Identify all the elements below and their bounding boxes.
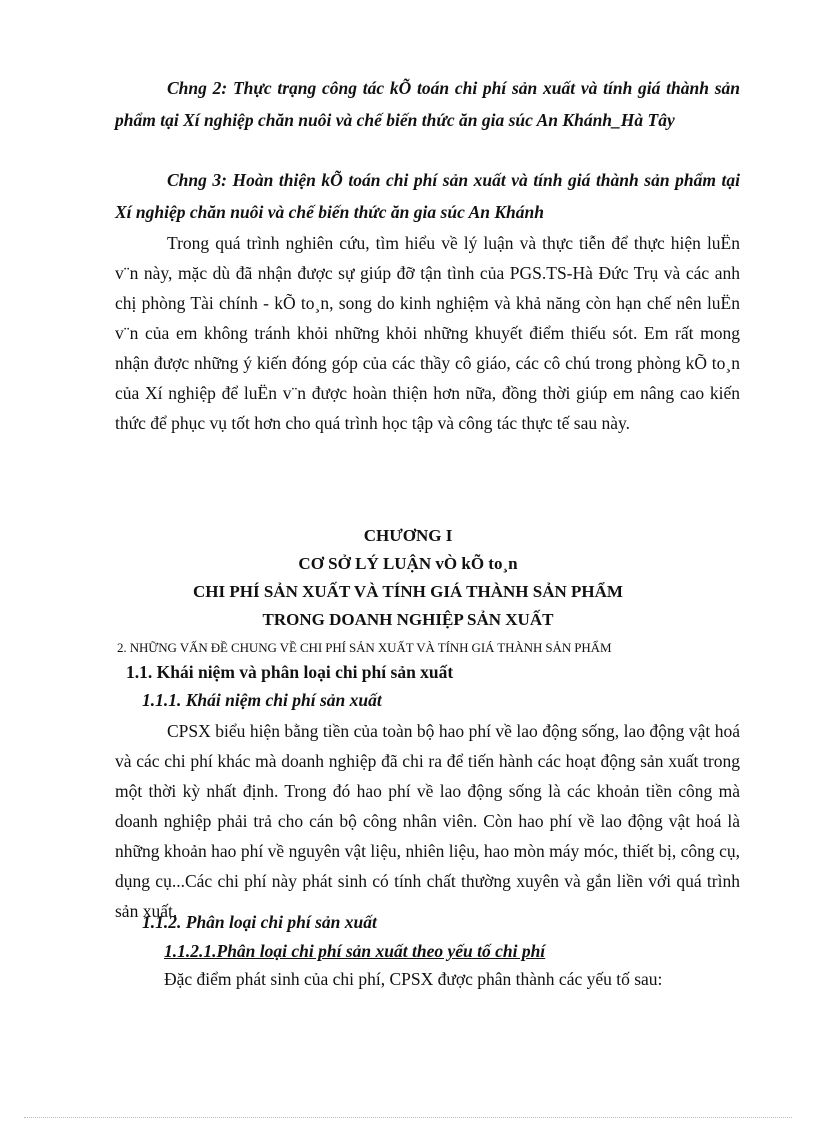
chapter-subtitle-2: CHI PHÍ SẢN XUẤT VÀ TÍNH GIÁ THÀNH SẢN PHẨM <box>193 582 623 601</box>
section-heading-1-1-1: 1.1.1. Khái niệm chi phí sản xuất <box>142 690 382 710</box>
chapter-subtitle-3: TRONG DOANH NGHIỆP SẢN XUẤT <box>262 610 554 629</box>
definition-paragraph: CPSX biểu hiện bằng tiền của toàn bộ hao phí về lao động sống, lao động vật hoá và các chi phí khác mà doanh nghiệp đã chi ra để tiến hành các hoạt động sản xuất trong một thời kỳ nhất định. Trong đó hao phí về lao động sống là các khoản tiền công mà doanh nghiệp phải trả cho cán bộ công nhân viên. Còn hao phí về lao động vật hoá là những khoản hao phí về nguyên vật liệu, nhiên liệu, hao mòn máy móc, thiết bị, công cụ, dụng cụ...Các chi phí này phát sinh có tính chất thường xuyên và gắn liền với quá trình sản xuất. <box>115 721 740 921</box>
chapter-2-summary: Chng 2: Thực trạng công tác kÕ toán chi phí sản xuất và tính giá thành sản phẩm tại Xí nghiệp chăn nuôi và chế biến thức ăn gia súc An Khánh_Hà Tây <box>115 78 740 130</box>
section-heading-1-1: 1.1. Khái niệm và phân loại chi phí sản xuất <box>126 662 454 682</box>
section-heading-1-1-2: 1.1.2. Phân loại chi phí sản xuất <box>142 912 377 932</box>
intro-paragraph: Trong quá trình nghiên cứu, tìm hiểu về lý luận và thực tiễn để thực hiện luËn v¨n này, mặc dù đã nhận được sự giúp đỡ tận tình của PGS.TS-Hà Đức Trụ và các anh chị phòng Tài chính - kÕ to¸n, song do kinh nghiệm và khả năng còn hạn chế nên luËn v¨n của em không tránh khỏi những khỏi những khuyết điểm thiếu sót. Em rất mong nhận được những ý kiến đóng góp của các thầy cô giáo, các cô chú trong phòng kÕ to¸n của Xí nghiệp để luËn v¨n được hoàn thiện hơn nữa, đồng thời giúp em nâng cao kiến thức để phục vụ tốt hơn cho quá trình học tập và công tác thực tế sau này. <box>115 233 740 433</box>
section-heading-2: 2. NHỮNG VẤN ĐỀ CHUNG VỀ CHI PHÍ SẢN XUẤT VÀ TÍNH GIÁ THÀNH SẢN PHẨM <box>117 640 612 655</box>
chapter-subtitle-1: CƠ SỞ LÝ LUẬN vÒ kÕ to¸n <box>298 554 518 573</box>
chapter-title: CHƯƠNG I <box>363 526 453 545</box>
cost-elements-intro: Đặc điểm phát sinh của chi phí, CPSX được phân thành các yếu tố sau: <box>164 969 663 989</box>
section-heading-1-1-2-1: 1.1.2.1.Phân loại chi phí sản xuất theo yếu tố chi phí <box>164 941 546 961</box>
page-bottom-rule <box>24 1117 792 1118</box>
chapter-3-summary: Chng 3: Hoàn thiện kÕ toán chi phí sản xuất và tính giá thành sản phẩm tại Xí nghiệp chăn nuôi và chế biến thức ăn gia súc An Khánh <box>115 170 740 222</box>
